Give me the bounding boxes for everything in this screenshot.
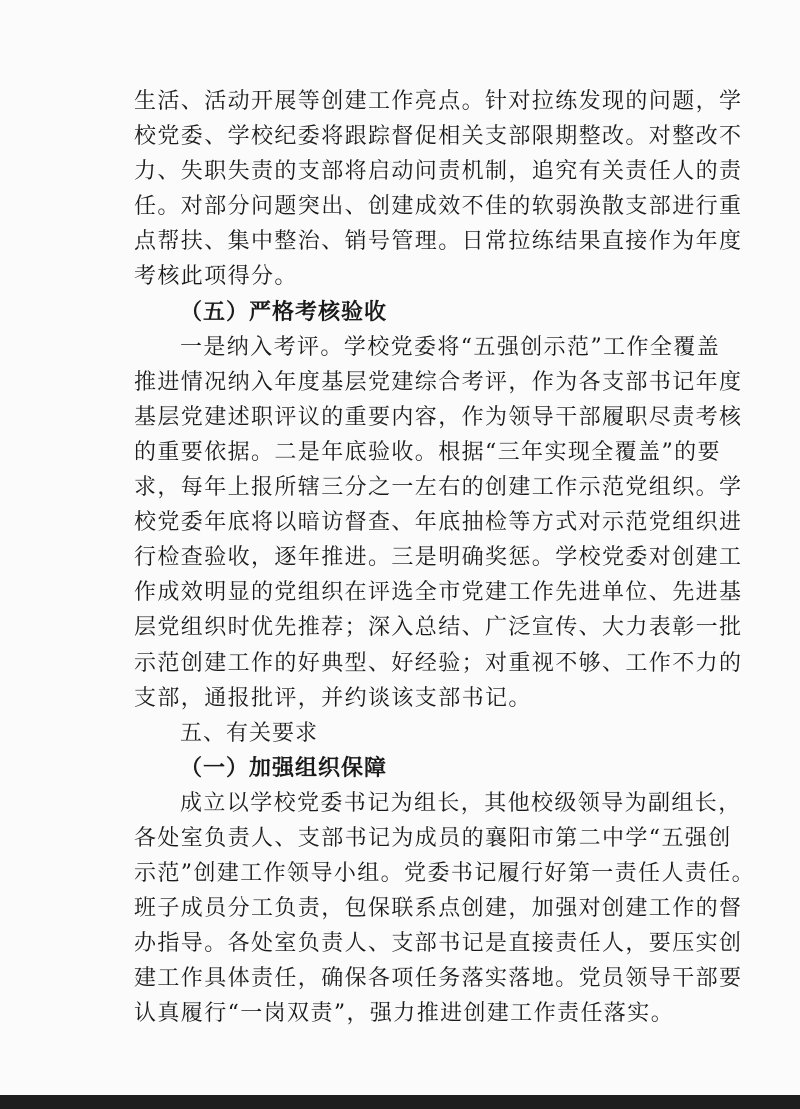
paragraph-start-line: 一是纳入考评。学校党委将“五强创示范”工作全覆盖 (180, 334, 721, 360)
text-line: 层党组织时优先推荐；深入总结、广泛宣传、大力表彰一批 (134, 615, 743, 641)
text-line: 班子成员分工负责，包保联系点创建，加强对创建工作的督 (134, 896, 743, 922)
paragraph-start-line: 成立以学校党委书记为组长，其他校级领导为副组长， (180, 790, 742, 816)
text-line: 认真履行“一岗双责”，强力推进创建工作责任落实。 (134, 1001, 675, 1027)
scan-bottom-edge (0, 1095, 800, 1109)
text-line: 基层党建述职评议的重要内容，作为领导干部履职尽责考核 (134, 404, 743, 430)
text-line: 力、失职失责的支部将启动问责机制，追究有关责任人的责 (134, 159, 743, 185)
text-line: 生活、活动开展等创建工作亮点。针对拉练发现的问题，学 (134, 89, 743, 114)
text-line: 行检查验收，逐年推进。三是明确奖惩。学校党委对创建工 (134, 545, 743, 571)
document-body (134, 84, 756, 1032)
text-line: 示范”创建工作领导小组。党委书记履行好第一责任人责任。 (134, 861, 756, 887)
chapter-heading: 五、有关要求 (180, 720, 319, 746)
text-line: 推进情况纳入年度基层党建综合考评，作为各支部书记年度 (134, 369, 743, 395)
text-line: 任。对部分问题突出、创建成效不佳的软弱涣散支部进行重 (134, 194, 743, 220)
text-line: 示范创建工作的好典型、好经验；对重视不够、工作不力的 (134, 650, 743, 676)
section-heading: （五）严格考核验收 (180, 299, 388, 325)
text-line: 各处室负责人、支部书记为成员的襄阳市第二中学“五强创 (134, 825, 732, 851)
text-line: 办指导。各处室负责人、支部书记是直接责任人，要压实创 (134, 931, 743, 957)
text-line: 建工作具体责任，确保各项任务落实落地。党员领导干部要 (134, 966, 743, 992)
text-line: 求，每年上报所辖三分之一左右的创建工作示范党组织。学 (134, 475, 743, 501)
text-line: 的重要依据。二是年底验收。根据“三年实现全覆盖”的要 (134, 439, 721, 465)
text-line: 考核此项得分。 (134, 264, 298, 290)
text-line: 支部，通报批评，并约谈该支部书记。 (134, 685, 532, 711)
text-line: 作成效明显的党组织在评选全市党建工作先进单位、先进基 (134, 580, 743, 606)
text-line: 点帮扶、集中整治、销号管理。日常拉练结果直接作为年度 (134, 229, 743, 255)
text-line: 校党委年底将以暗访督查、年底抽检等方式对示范党组织进 (134, 510, 743, 536)
text-line: 校党委、学校纪委将跟踪督促相关支部限期整改。对整改不 (134, 124, 743, 150)
section-heading: （一）加强组织保障 (180, 755, 388, 781)
